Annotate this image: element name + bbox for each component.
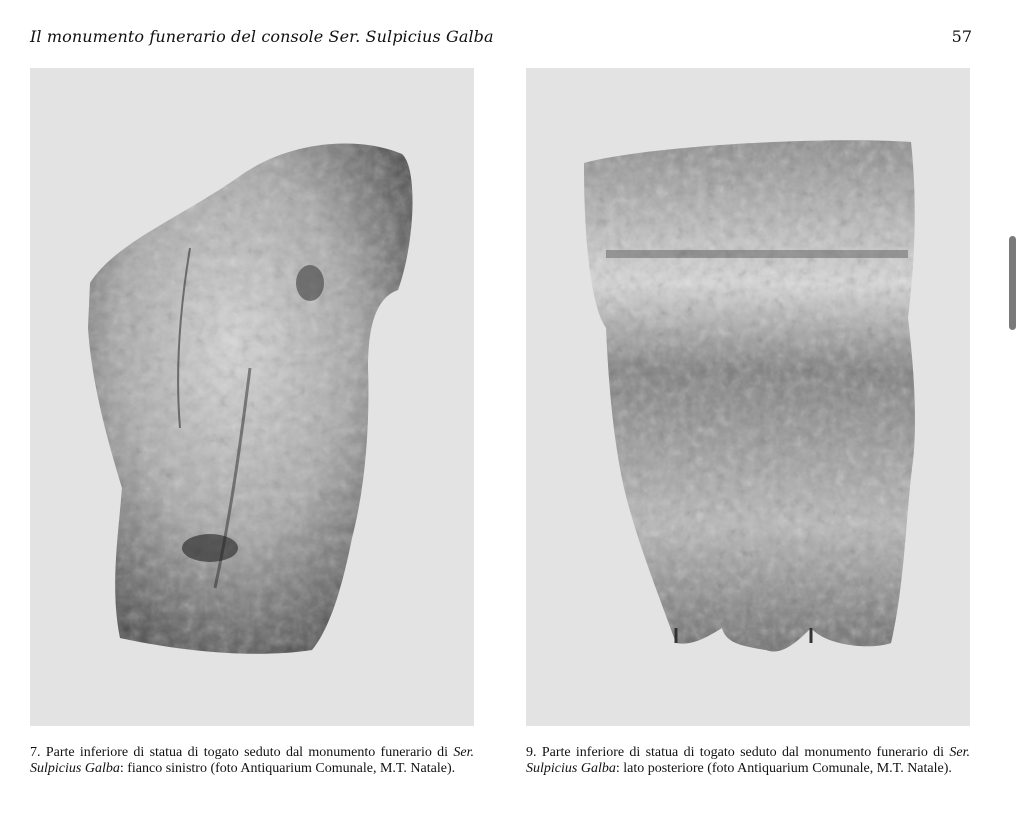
caption-lead: 7. Parte inferiore di statua di togato seduto dal monumento funerario di (30, 745, 454, 760)
caption-lead: 9. Parte inferiore di statua di togato seduto dal monumento funerario di (526, 745, 950, 760)
figure-9-photo (526, 68, 970, 726)
caption-name: Ser. Sulpicius Galba (30, 745, 474, 776)
caption-rest: : fianco sinistro (foto Antiquarium Comunale, M.T. Natale). (119, 761, 456, 776)
page-number: 57 (951, 27, 972, 46)
caption-rest: : lato posteriore (foto Antiquarium Comunale, M.T. Natale). (615, 761, 952, 776)
figure-7-caption (30, 745, 474, 777)
running-title: Il monumento funerario del console Ser. Sulpicius Galba (30, 27, 494, 46)
caption-name: Ser. Sulpicius Galba (526, 745, 970, 776)
figure-9-caption (526, 745, 970, 777)
scrollbar-thumb[interactable] (1009, 236, 1016, 330)
figure-7-photo (30, 68, 474, 726)
